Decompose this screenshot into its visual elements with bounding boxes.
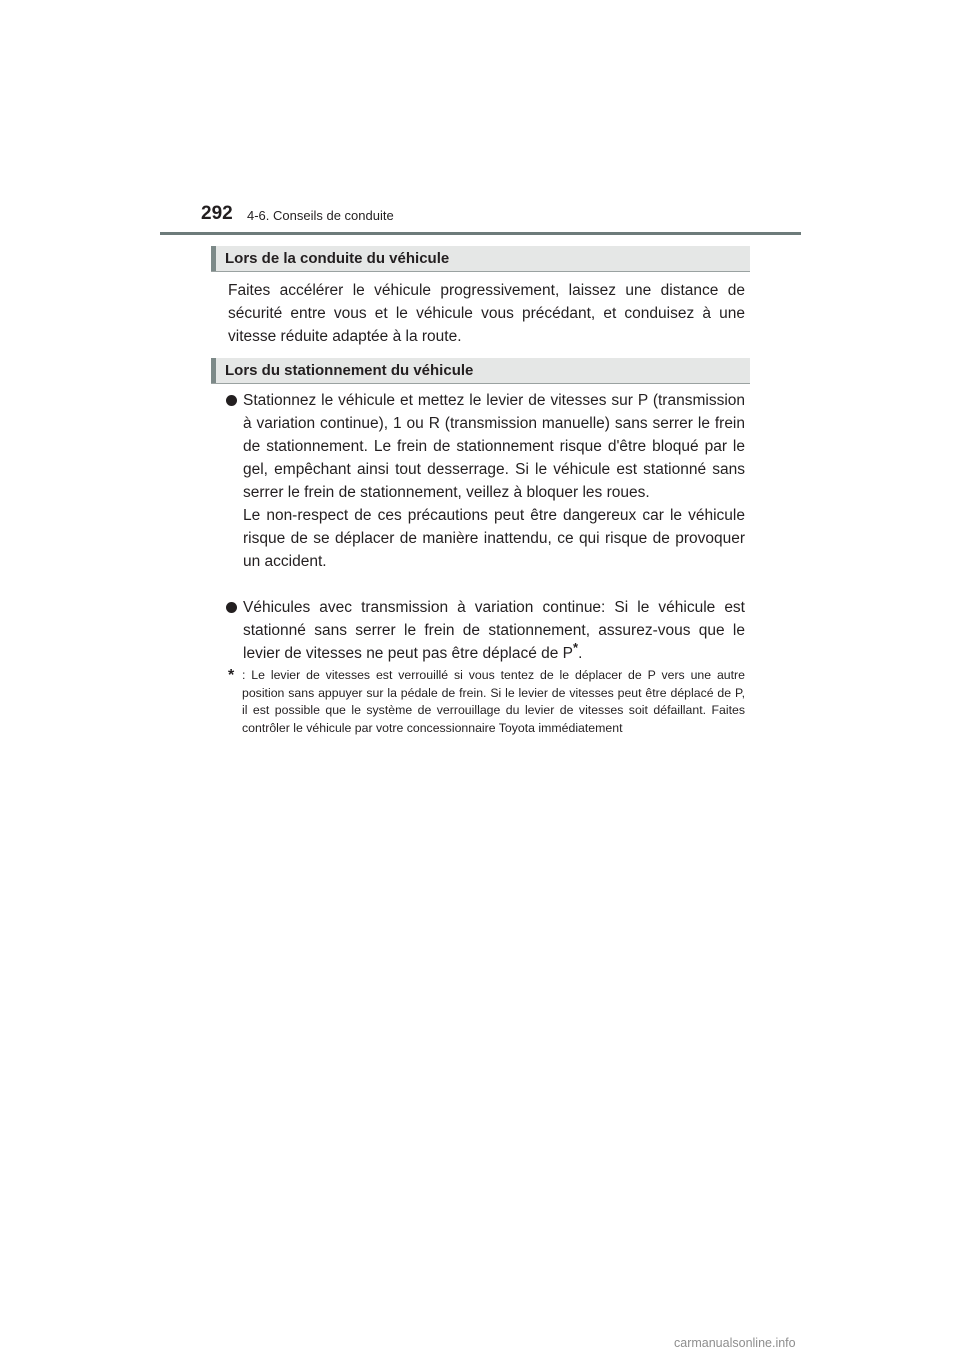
chapter-title: 4-6. Conseils de conduite xyxy=(247,208,394,223)
section-heading-title: Lors du stationnement du véhicule xyxy=(225,362,474,379)
section-heading-driving xyxy=(211,246,750,272)
page-number: 292 xyxy=(201,203,233,224)
bullet-text xyxy=(243,389,745,573)
footnote-mark: * xyxy=(228,667,235,684)
bullet-dot-icon xyxy=(226,602,237,613)
bullet-paragraph: Véhicules avec transmission à variation continue: Si le véhicule est stationné sans serrer le frein de stationnement, assurez-vous que le levier de vitesses ne peut pas être déplacé de P xyxy=(243,599,745,662)
header-divider xyxy=(160,232,801,235)
bullet-text xyxy=(243,596,745,665)
footnote-text: : Le levier de vitesses est verrouillé si vous tentez de le déplacer de P vers une autre position sans appuyer sur la pédale de frein. Si le levier de vitesses peut être déplacé de P, il est possible que le système de verrouillage du levier de vitesses soit défaillant. Faites contrôler le véhicule par votre concessionnaire Toyota immédiatement xyxy=(242,668,745,735)
bullet-period: . xyxy=(578,645,583,662)
watermark: carmanualsonline.info xyxy=(674,1336,796,1350)
bullet-paragraph: Le non-respect de ces précautions peut être dangereux car le véhicule risque de se déplacer de manière inattendu, ce qui risque de provoquer un accident. xyxy=(243,507,745,570)
section-heading-parking xyxy=(211,358,750,384)
footnote xyxy=(228,667,745,737)
section-heading-bar xyxy=(211,358,216,383)
bullet-dot-icon xyxy=(226,395,237,406)
section-heading-title: Lors de la conduite du véhicule xyxy=(225,250,450,267)
driving-paragraph: Faites accélérer le véhicule progressivement, laissez une distance de sécurité entre vous et le véhicule vous précédant, et conduisez à une vitesse réduite adaptée à la route. xyxy=(228,282,745,345)
bullet-item xyxy=(226,389,745,573)
bullet-item xyxy=(226,596,745,665)
section-heading-bar xyxy=(211,246,216,271)
footnote-reference: * xyxy=(573,639,579,655)
bullet-paragraph: Stationnez le véhicule et mettez le levier de vitesses sur P (transmission à variation continue), 1 ou R (transmission manuelle) sans serrer le frein de stationnement. Le frein de stationnement risque d'être bloqué par le gel, empêchant ainsi tout desserrage. Si le véhicule est stationné sans serrer le frein de stationnement, veillez à bloquer les roues. xyxy=(243,392,745,501)
